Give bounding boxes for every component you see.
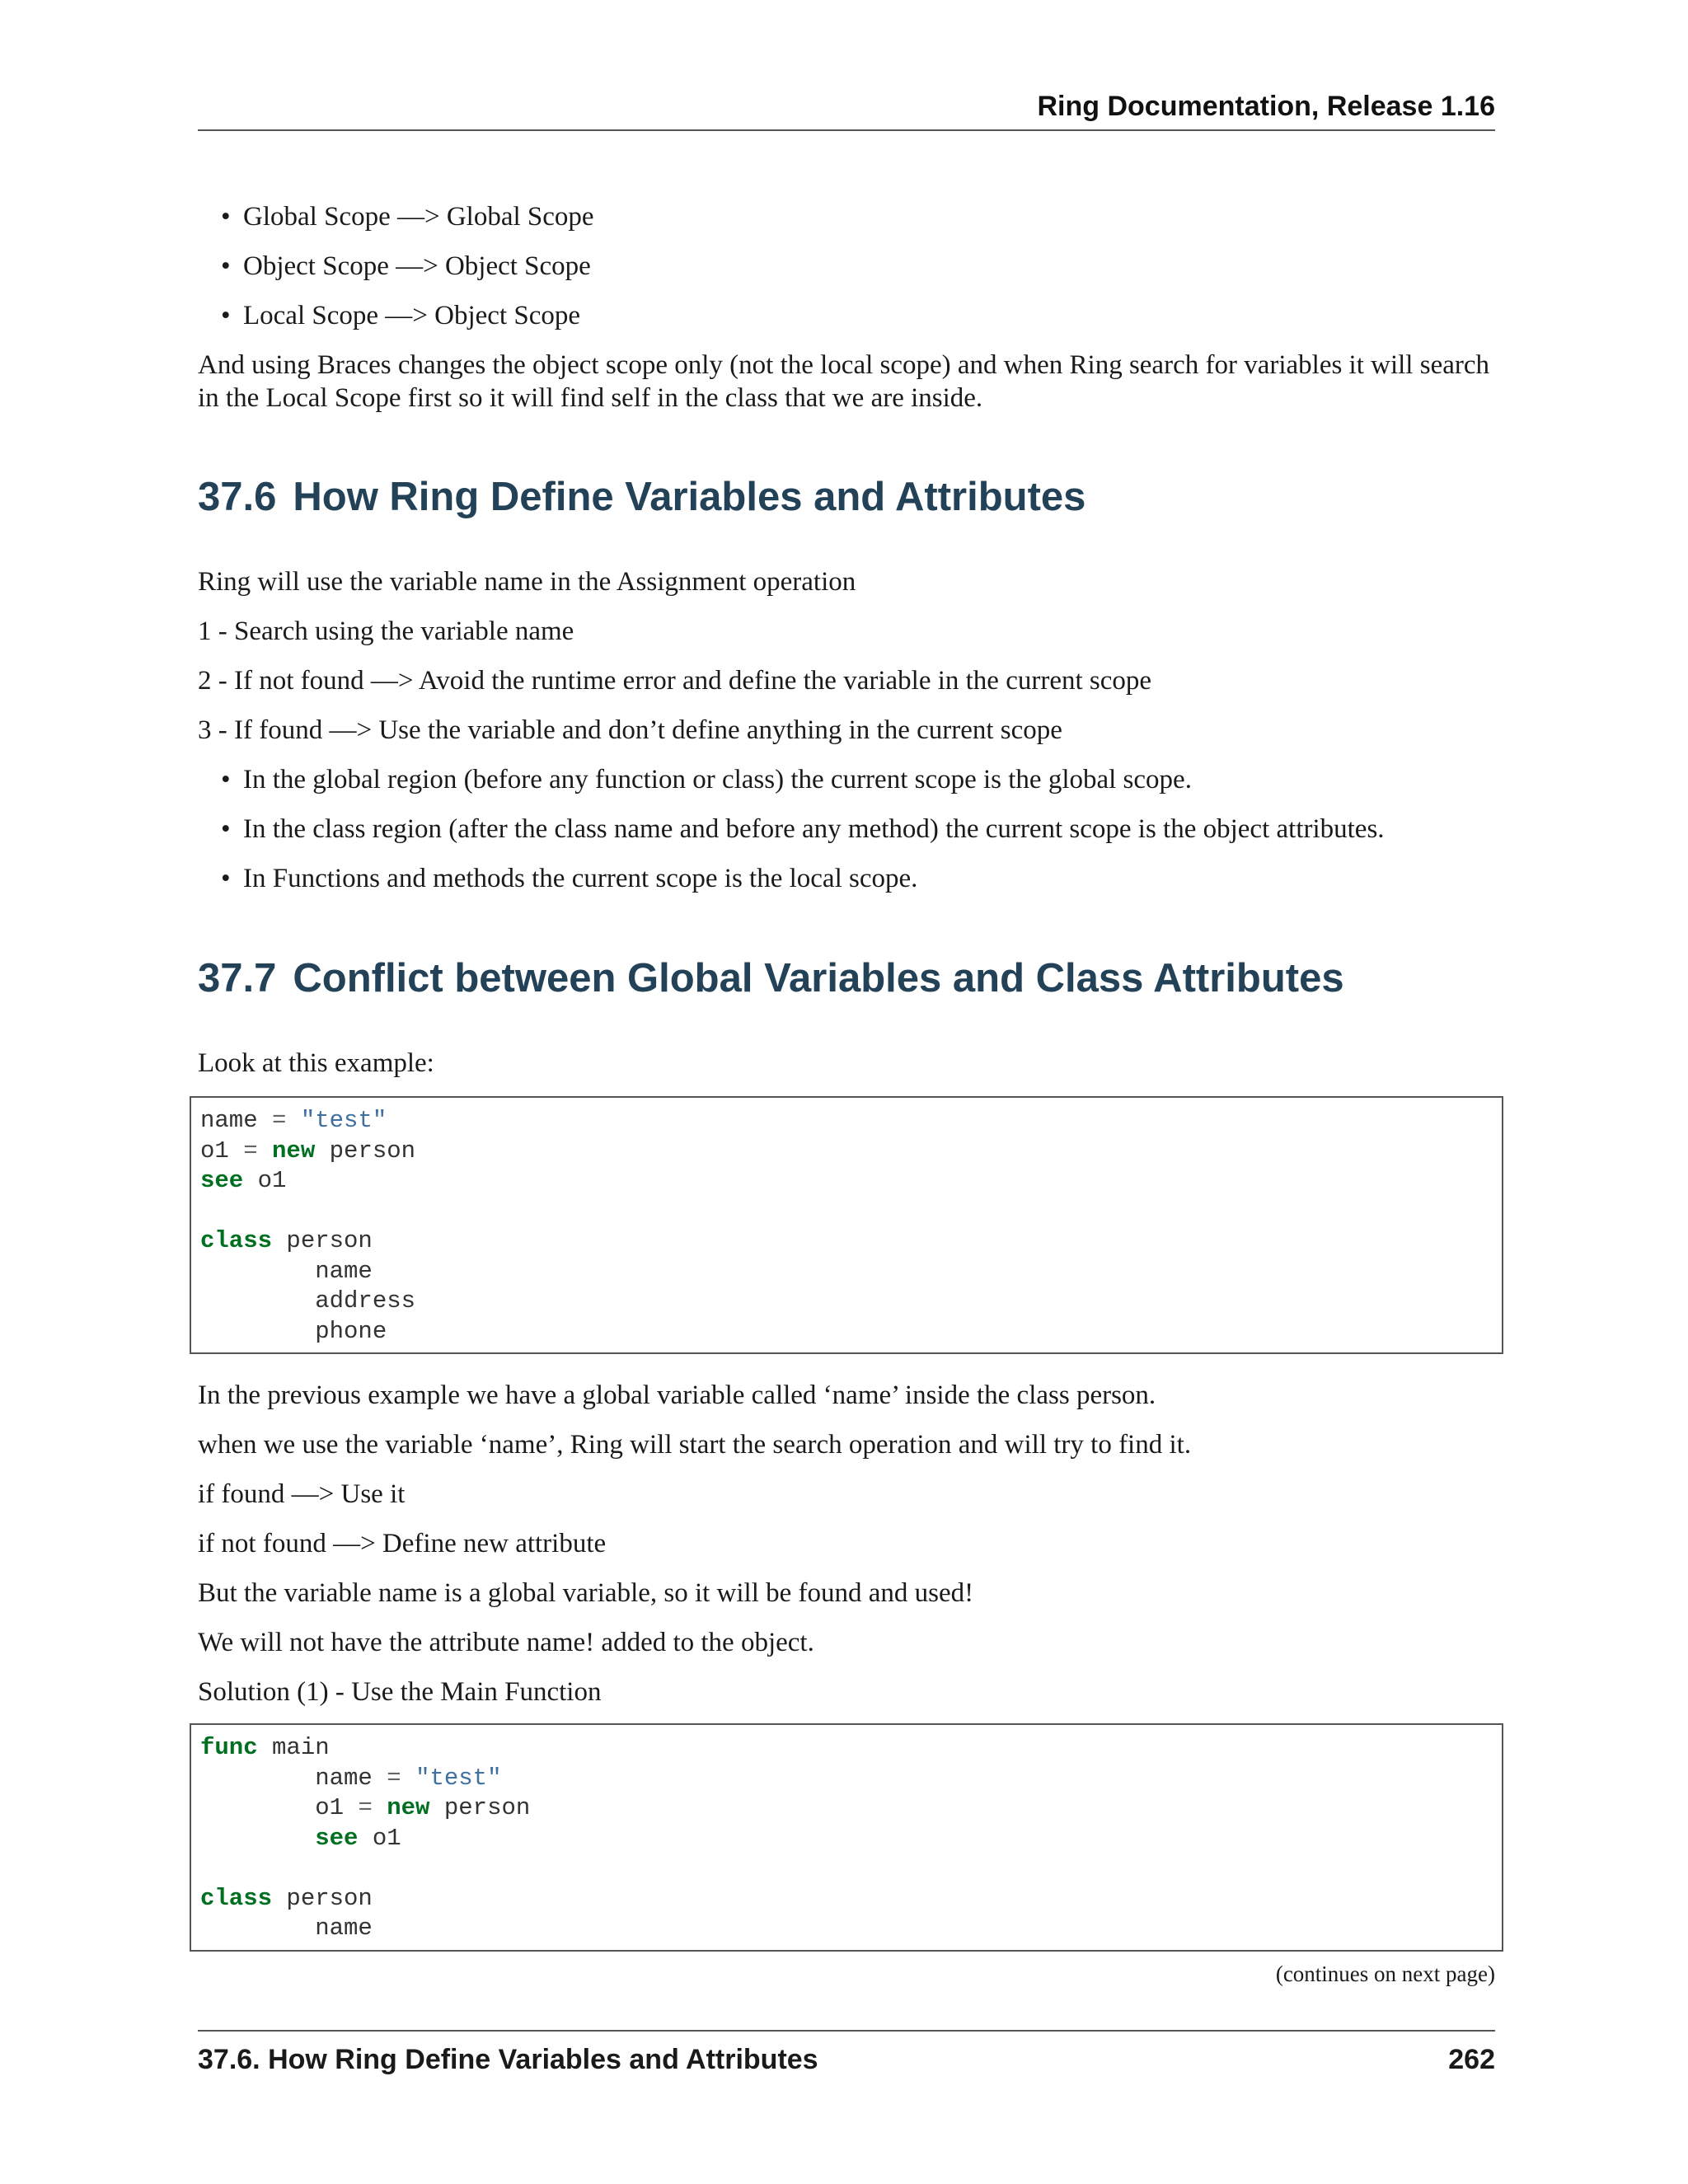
section-heading-37-6 — [198, 474, 1085, 520]
paragraph: Ring will use the variable name in the Assignment operation — [198, 567, 856, 597]
page-number: 262 — [1448, 2044, 1495, 2075]
code-string: "test" — [415, 1764, 502, 1792]
code-listing: name = "test" o1 = new person see o1 class person name address phone — [200, 1107, 416, 1345]
paragraph: if found —> Use it — [198, 1479, 406, 1509]
document-title: Ring Documentation, Release 1.16 — [1037, 91, 1495, 122]
code-keyword: class — [200, 1227, 273, 1254]
paragraph: 3 - If found —> Use the variable and don’t define anything in the current scope — [198, 715, 1062, 745]
scope-list-item: • Object Scope —> Object Scope — [243, 250, 591, 283]
scope-list-item: • Global Scope —> Global Scope — [243, 200, 594, 233]
paragraph: Look at this example: — [198, 1048, 434, 1078]
code-string: "test" — [300, 1107, 387, 1134]
braces-paragraph: And using Braces changes the object scope only (not the local scope) and when Ring search for variables it will search in the Local Scope first so it will find self in the class that we are inside. — [198, 350, 1490, 413]
paragraph: Solution (1) - Use the Main Function — [198, 1677, 602, 1707]
paragraph: if not found —> Define new attribute — [198, 1529, 607, 1558]
scope-rule-item: • In the global region (before any function or class) the current scope is the global scope. — [243, 763, 1192, 796]
code-keyword: see — [315, 1824, 359, 1852]
code-keyword: func — [200, 1734, 258, 1761]
code-block-solution — [190, 1723, 1503, 1952]
scope-rule-item: • In Functions and methods the current scope is the local scope. — [243, 862, 917, 895]
code-keyword: see — [200, 1167, 244, 1194]
header-rule — [198, 129, 1495, 131]
paragraph: 2 - If not found —> Avoid the runtime error and define the variable in the current scope — [198, 666, 1152, 696]
paragraph: 1 - Search using the variable name — [198, 616, 574, 646]
section-number: 37.7 — [198, 956, 277, 1001]
footer-rule — [198, 2030, 1495, 2032]
section-title: Conflict between Global Variables and Class Attributes — [293, 956, 1344, 1001]
section-heading-37-7 — [198, 955, 1344, 1001]
section-number: 37.6 — [198, 475, 277, 519]
code-keyword: new — [272, 1137, 316, 1165]
code-keyword: class — [200, 1884, 273, 1912]
code-operator: = — [387, 1764, 401, 1792]
code-operator: = — [243, 1137, 258, 1165]
continues-note: (continues on next page) — [1275, 1961, 1495, 1986]
code-operator: = — [272, 1107, 287, 1134]
paragraph: But the variable name is a global variable, so it will be found and used! — [198, 1578, 974, 1608]
code-listing: func main name = "test" o1 = new person see o1 class person name — [200, 1734, 531, 1942]
code-operator: = — [358, 1794, 373, 1821]
scope-rule-item: • In the class region (after the class name and before any method) the current scope is the object attributes. — [243, 813, 1385, 846]
paragraph: In the previous example we have a global variable called ‘name’ inside the class person. — [198, 1380, 1156, 1410]
scope-list-item: • Local Scope —> Object Scope — [243, 299, 580, 332]
footer-section-title: 37.6. How Ring Define Variables and Attributes — [198, 2044, 818, 2075]
paragraph: when we use the variable ‘name’, Ring will start the search operation and will try to find it. — [198, 1430, 1192, 1460]
paragraph: We will not have the attribute name! added to the object. — [198, 1628, 814, 1657]
code-keyword: new — [387, 1794, 430, 1821]
code-block-example — [190, 1096, 1503, 1354]
section-title: How Ring Define Variables and Attributes — [293, 475, 1086, 519]
